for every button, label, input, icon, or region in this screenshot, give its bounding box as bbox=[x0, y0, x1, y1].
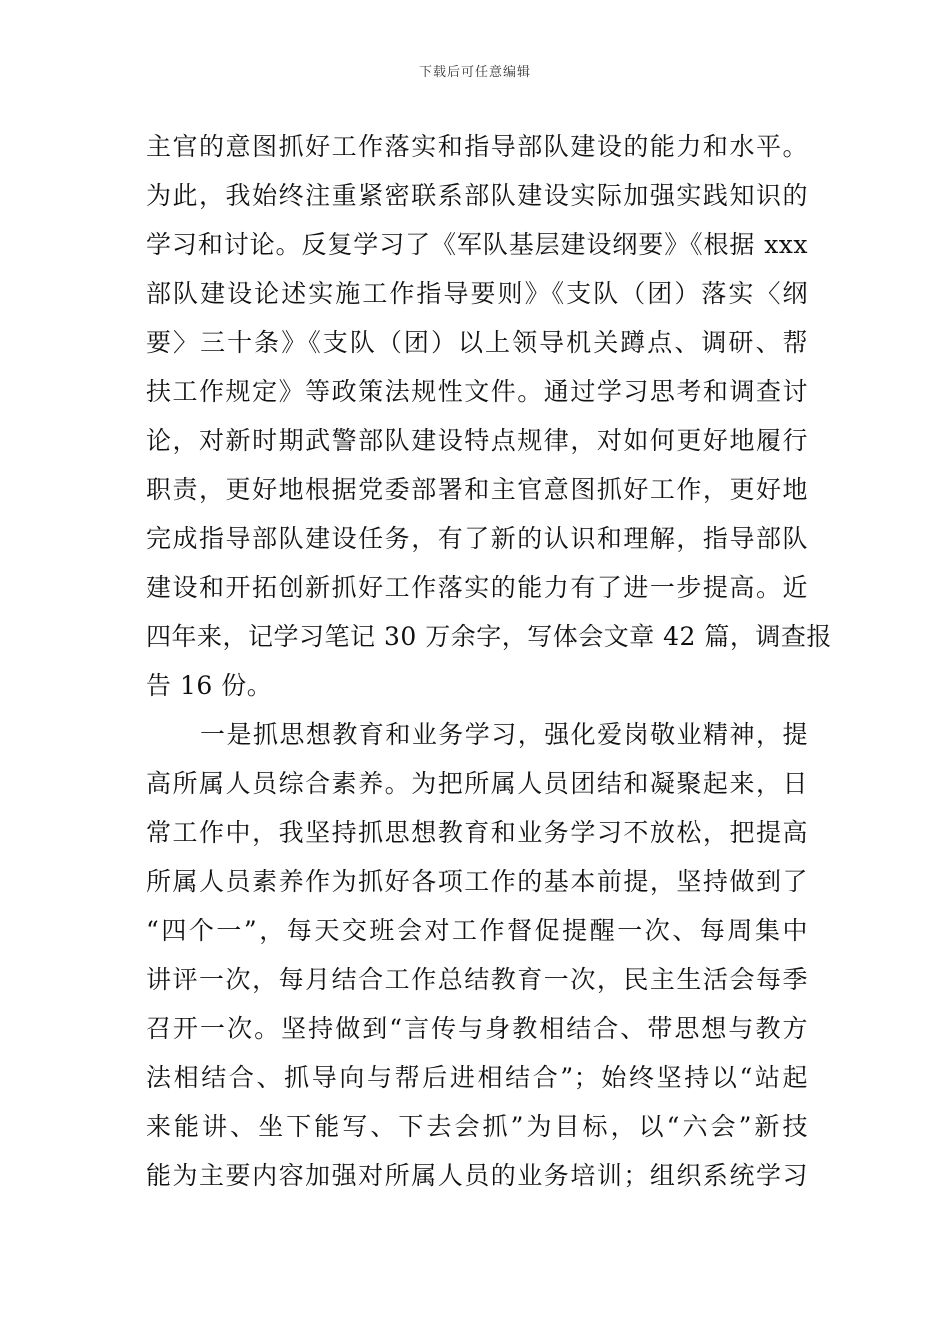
text-line: 高所属人员综合素养。为把所属人员团结和凝聚起来，日 bbox=[146, 769, 808, 798]
text-line: 召开一次。坚持做到“言传与身教相结合、带思想与教方 bbox=[146, 1014, 808, 1043]
text-line: 主官的意图抓好工作落实和指导部队建设的能力和水平。 bbox=[146, 132, 808, 161]
text-line: 四年来，记学习笔记 30 万余字，写体会文章 42 篇，调查报 bbox=[146, 622, 832, 651]
text-line: 讲评一次，每月结合工作总结教育一次，民主生活会每季 bbox=[146, 965, 808, 994]
text-line: 法相结合、抓导向与帮后进相结合”；始终坚持以“站起 bbox=[146, 1063, 808, 1092]
text-line: 建设和开拓创新抓好工作落实的能力有了进一步提高。近 bbox=[146, 573, 808, 602]
text-line: 告 16 份。 bbox=[146, 671, 273, 700]
page-header-note: 下载后可任意编辑 bbox=[418, 65, 531, 80]
text-line: 一是抓思想教育和业务学习，强化爱岗敬业精神，提 bbox=[200, 720, 808, 749]
paragraph bbox=[146, 710, 808, 1200]
text-line: 来能讲、坐下能写、下去会抓”为目标，以“六会”新技 bbox=[146, 1112, 808, 1141]
paragraph bbox=[146, 122, 832, 710]
document-body bbox=[146, 122, 832, 1200]
text-line: 职责，更好地根据党委部署和主官意图抓好工作，更好地 bbox=[146, 475, 808, 504]
text-line: 完成指导部队建设任务，有了新的认识和理解，指导部队 bbox=[146, 524, 808, 553]
text-line: 论，对新时期武警部队建设特点规律，对如何更好地履行 bbox=[146, 426, 808, 455]
text-line: 部队建设论述实施工作指导要则》《支队（团）落实〈纲 bbox=[146, 279, 808, 308]
text-line: 为此，我始终注重紧密联系部队建设实际加强实践知识的 bbox=[146, 181, 808, 210]
text-line: 学习和讨论。反复学习了《军队基层建设纲要》《根据 xxx bbox=[146, 230, 808, 259]
text-line: 要〉三十条》《支队（团）以上领导机关蹲点、调研、帮 bbox=[146, 328, 808, 357]
text-line: 扶工作规定》等政策法规性文件。通过学习思考和调查讨 bbox=[146, 377, 808, 406]
text-line: “四个一”，每天交班会对工作督促提醒一次、每周集中 bbox=[146, 916, 808, 945]
text-line: 所属人员素养作为抓好各项工作的基本前提，坚持做到了 bbox=[146, 867, 808, 896]
text-line: 常工作中，我坚持抓思想教育和业务学习不放松，把提高 bbox=[146, 818, 808, 847]
text-line: 能为主要内容加强对所属人员的业务培训；组织系统学习 bbox=[146, 1161, 808, 1190]
